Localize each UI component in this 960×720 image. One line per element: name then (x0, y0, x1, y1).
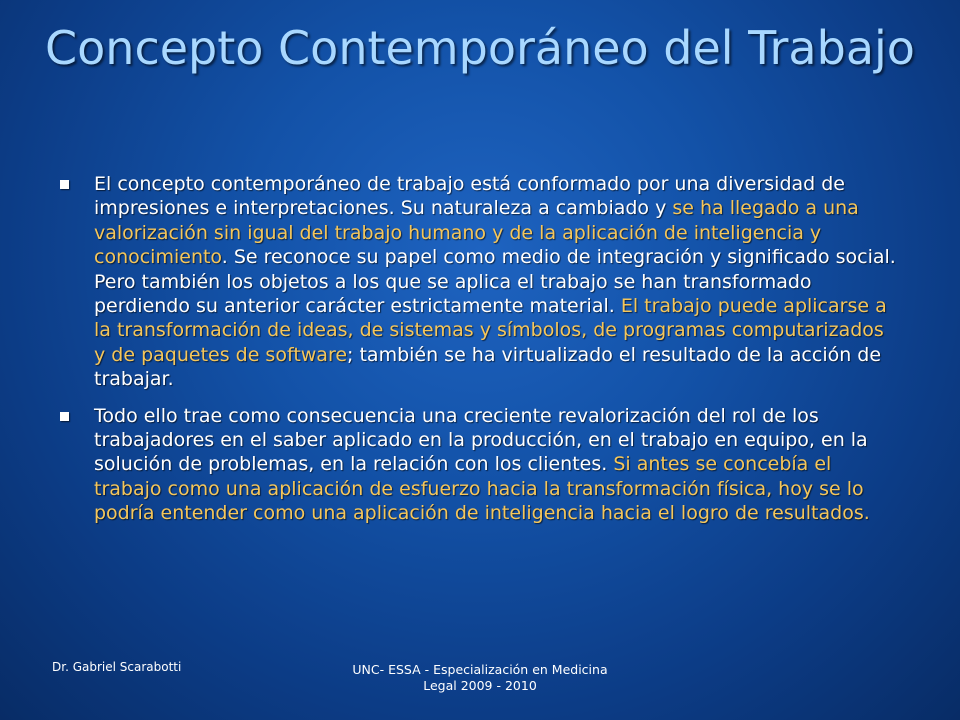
footer-author: Dr. Gabriel Scarabotti (52, 660, 182, 674)
highlighted-text: Si antes se concebía el trabajo como una aplicación de esfuerzo hacia la transformación física, hoy se lo podría entender como una aplicación de inteligencia hacia el logro de resultados. (94, 453, 870, 525)
slide-title: Concepto Contemporáneo del Trabajo (45, 21, 915, 75)
footer-course-line: Legal 2009 - 2010 (423, 678, 537, 693)
bullet-list (56, 172, 896, 538)
highlighted-text: se ha llegado a una valorización sin igual del trabajo humano y de la aplicación de inteligencia y conocimiento (94, 197, 859, 269)
bullet-text: Todo ello trae como consecuencia una creciente revalorización del rol de los trabajadores en el saber aplicado en la producción, en el trabajo en equipo, en la solución de problemas, en la relación con los clientes. (94, 404, 868, 476)
footer-course-line: UNC- ESSA - Especialización en Medicina (352, 662, 608, 677)
bullet-text: El concepto contemporáneo de trabajo está conformado por una diversidad de impresiones e interpretaciones. Su naturaleza a cambiado y (94, 173, 846, 220)
square-bullet-icon (60, 412, 69, 421)
square-bullet-icon (60, 180, 69, 189)
highlighted-text: El trabajo puede aplicarse a la transformación de ideas, de sistemas y símbolos, de programas computarizados y de paquetes de software (94, 295, 887, 366)
bullet-text: . Se reconoce su papel como medio de integración y significado social. Pero también los objetos a los que se aplica el trabajo se han transformado perdiendo su anterior carácter estrictamente material. (94, 246, 896, 318)
bullet-text: ; también se ha virtualizado el resultado de la acción de trabajar. (94, 343, 882, 391)
bullet-item (56, 172, 896, 392)
footer-course (300, 662, 660, 694)
bullet-item (56, 404, 896, 526)
